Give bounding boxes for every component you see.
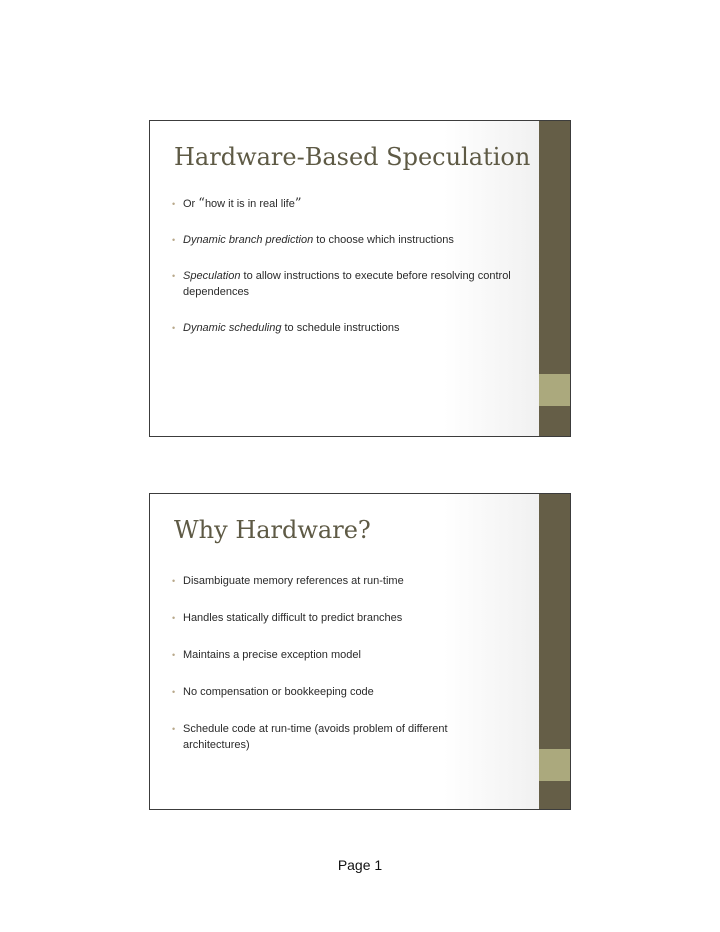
side-bar-accent — [539, 749, 570, 781]
bullet-item — [172, 268, 517, 300]
bullet-text: Or — [183, 198, 199, 210]
slide-title: Why Hardware? — [174, 516, 371, 544]
bullet-item — [172, 320, 517, 336]
bullet-item: • Schedule code at run-time (avoids problem of different architectures) — [172, 721, 517, 753]
close-quote: ” — [294, 196, 302, 211]
bullet-text: how it is in real life — [204, 198, 295, 210]
bullet-text: to choose which instructions — [313, 234, 454, 246]
side-bar-accent — [539, 374, 570, 406]
open-quote: “ — [198, 196, 205, 211]
slide-title: Hardware-Based Speculation — [174, 143, 531, 171]
bullet-text: to schedule instructions — [281, 322, 400, 334]
emphasis-term: Dynamic branch prediction — [183, 234, 314, 246]
bullet-item: • Maintains a precise exception model — [172, 647, 517, 663]
emphasis-term: Speculation — [183, 270, 241, 282]
bullet-item — [172, 196, 517, 212]
bullet-item — [172, 232, 517, 248]
emphasis-term: Dynamic scheduling — [183, 322, 282, 334]
bullet-item: • No compensation or bookkeeping code — [172, 684, 517, 700]
bullet-item: • Disambiguate memory references at run-time — [172, 573, 517, 589]
bullet-list — [172, 573, 517, 774]
bullet-item: • Handles statically difficult to predict branches — [172, 610, 517, 626]
slide-why-hardware — [149, 493, 571, 810]
bullet-list — [172, 196, 517, 356]
bullet-text: to allow instructions to execute before resolving control dependences — [183, 270, 511, 298]
page-number: Page 1 — [337, 857, 383, 873]
slide-hardware-based-speculation — [149, 120, 571, 437]
